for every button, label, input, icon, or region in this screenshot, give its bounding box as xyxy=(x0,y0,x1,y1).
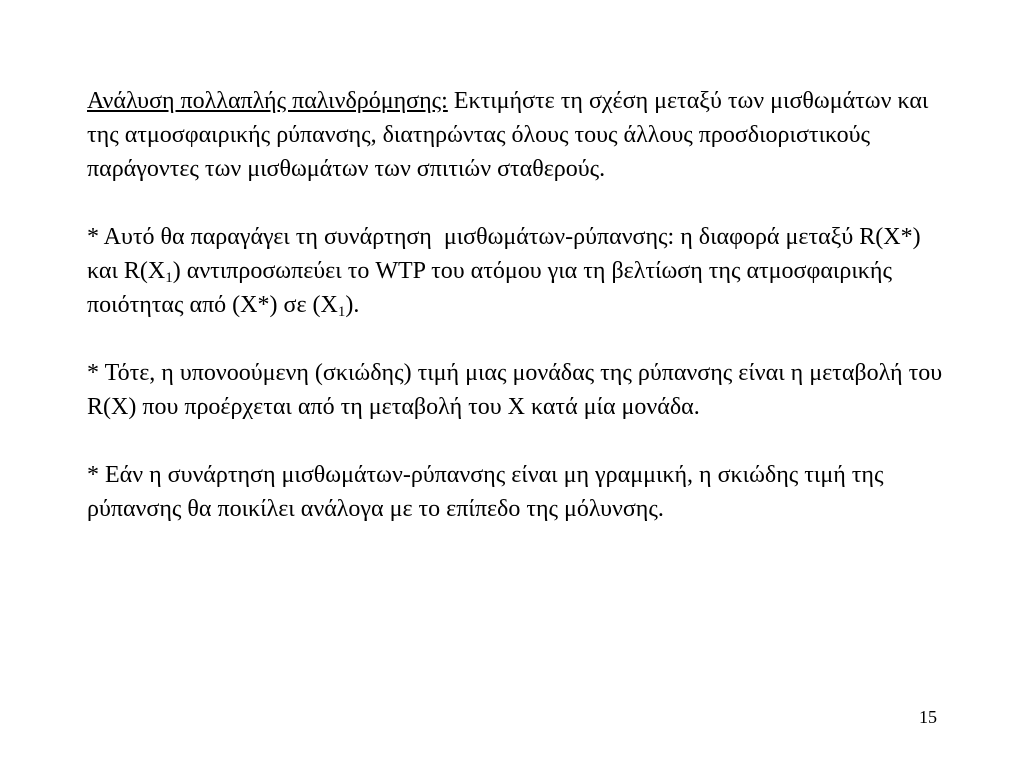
paragraph-text-part: ) αντιπροσωπεύει το WTP του ατόμου για τη βελτίωση της ατμοσφαιρικής ποιότητας από (X*) σε (X xyxy=(87,258,898,318)
paragraph-text: * Τότε, η υπονοούμενη (σκιώδης) τιμή μιας μονάδας της ρύπανσης είναι η μεταβολή του R(X) που προέρχεται από τη μεταβολή του X κατά μία μονάδα. xyxy=(87,360,949,420)
paragraph-text-part: * Αυτό θα παραγάγει τη συνάρτηση μισθωμάτων-ρύπανσης: η διαφορά μεταξύ R(X*) και R(X xyxy=(87,224,927,284)
paragraph-text: * Εάν η συνάρτηση μισθωμάτων-ρύπανσης είναι μη γραμμική, η σκιώδης τιμή της ρύπανσης θα ποικίλει ανάλογα με το επίπεδο της μόλυνσης. xyxy=(87,462,890,522)
subscript: 1 xyxy=(165,270,173,286)
subscript: 1 xyxy=(337,304,346,320)
page-number: 15 xyxy=(919,707,937,727)
paragraph-rent-pollution-function xyxy=(87,220,947,322)
section-heading: Ανάλυση πολλαπλής παλινδρόμησης: xyxy=(87,88,448,114)
paragraph-nonlinear xyxy=(87,458,947,526)
paragraph-text-part: ). xyxy=(345,292,360,318)
paragraph-shadow-price xyxy=(87,356,947,424)
slide-content xyxy=(87,84,947,560)
paragraph-multiple-regression xyxy=(87,84,947,186)
paragraph-text: Εκτιμήστε τη σχέση μεταξύ των μισθωμάτων και της ατμοσφαιρικής ρύπανσης, διατηρώντας όλους τους άλλους προσδιοριστικούς παράγοντες των μισθωμάτων των σπιτιών σταθερούς. xyxy=(87,88,935,182)
